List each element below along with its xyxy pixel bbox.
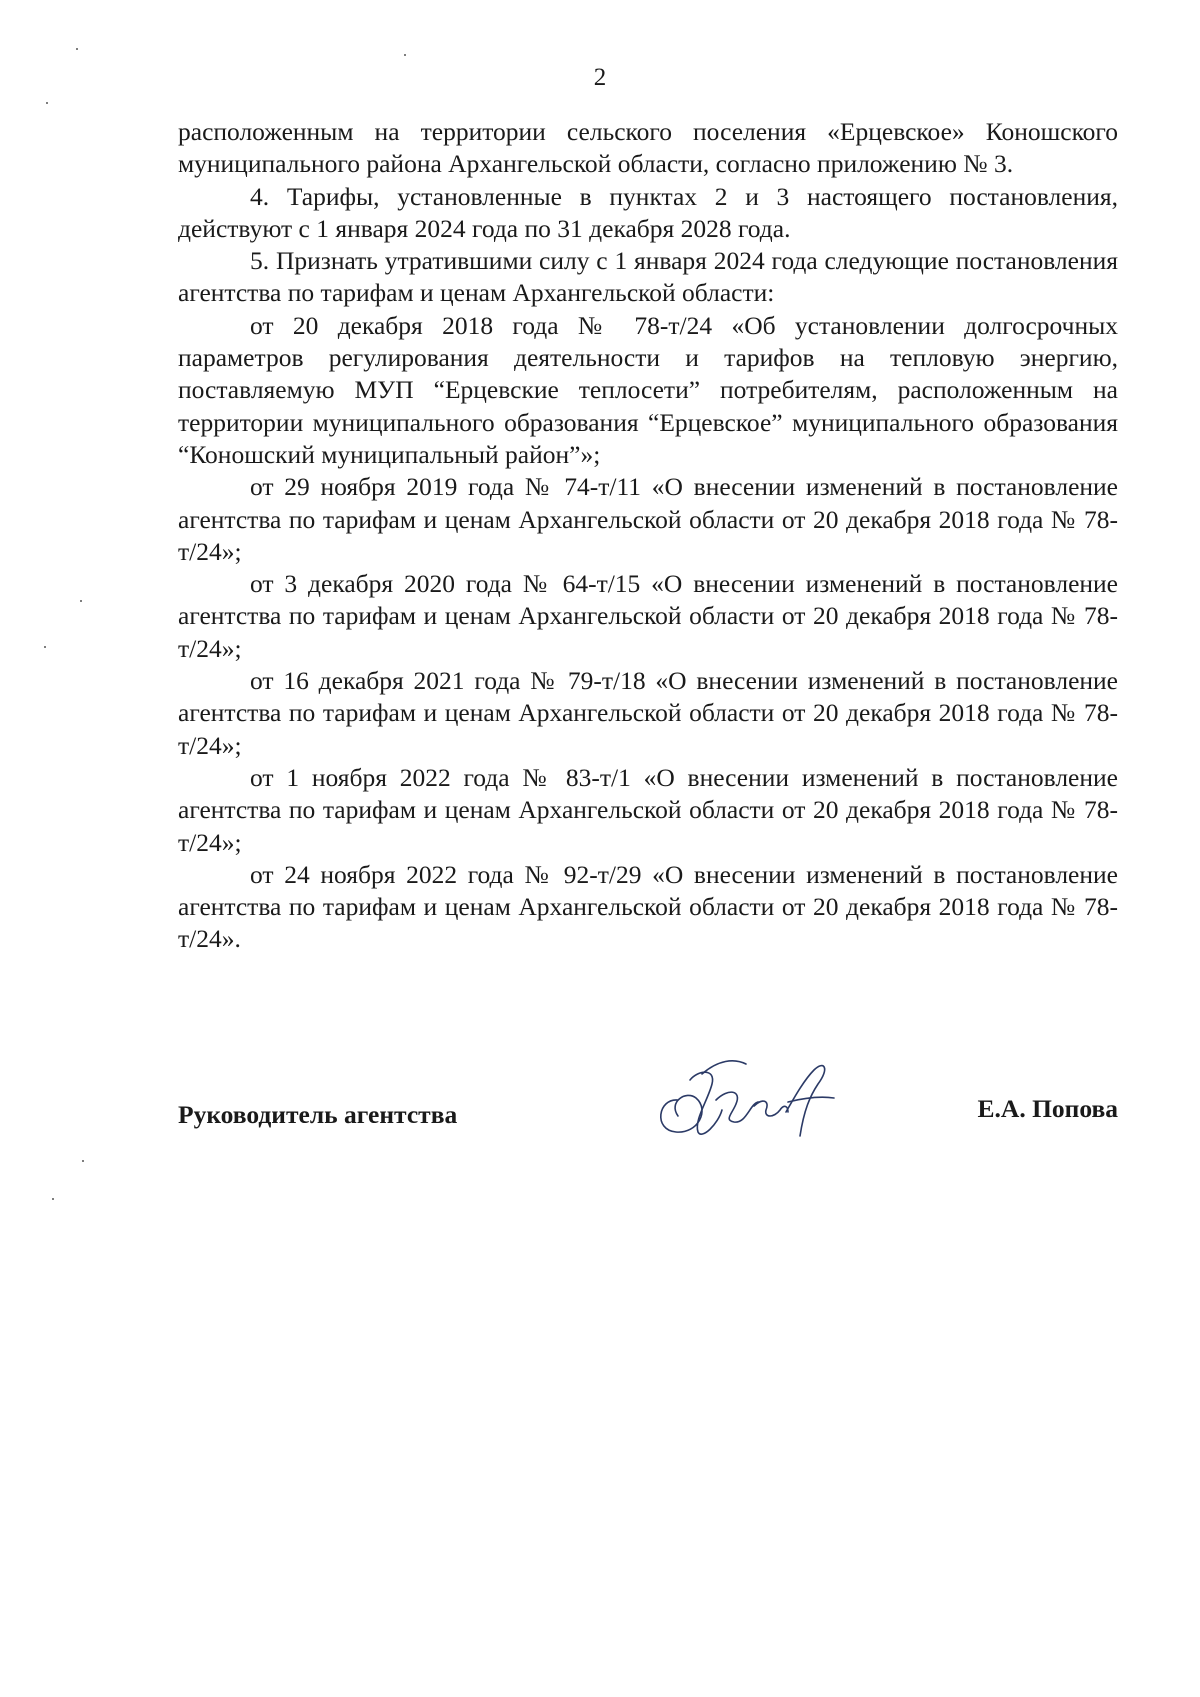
scan-speck (82, 1160, 84, 1162)
paragraph: от 16 декабря 2021 года № 79-т/18 «О внесении изменений в постановление агентства по тарифам и ценам Архангельской области от 20 декабря 2018 года № 78-т/24»; (178, 666, 1118, 760)
handwritten-signature (638, 1040, 848, 1150)
signature-block (178, 1060, 1118, 1170)
scan-speck (52, 1198, 54, 1200)
document-body (178, 116, 1118, 956)
paragraph: 5. Признать утратившими силу с 1 января 2024 года следующие постановления агентства по тарифам и ценам Архангельской области: (178, 246, 1118, 308)
scan-speck (404, 54, 406, 56)
paragraph: от 29 ноября 2019 года № 74-т/11 «О внесении изменений в постановление агентства по тарифам и ценам Архангельской области от 20 декабря 2018 года № 78-т/24»; (178, 472, 1118, 566)
paragraph: расположенным на территории сельского поселения «Ерцевское» Коношского муниципального района Архангельской области, согласно приложению № 3. (178, 117, 1118, 179)
scan-speck (76, 48, 78, 50)
paragraph: от 24 ноября 2022 года № 92-т/29 «О внесении изменений в постановление агентства по тарифам и ценам Архангельской области от 20 декабря 2018 года № 78-т/24». (178, 859, 1118, 954)
paragraph: 4. Тарифы, установленные в пунктах 2 и 3 настоящего постановления, действуют с 1 января 2024 года по 31 декабря 2028 года. (178, 181, 1118, 243)
paragraph: от 3 декабря 2020 года № 64-т/15 «О внесении изменений в постановление агентства по тарифам и ценам Архангельской области от 20 декабря 2018 года № 78-т/24»; (178, 569, 1118, 663)
paragraph: от 20 декабря 2018 года № 78-т/24 «Об установлении долгосрочных параметров регулирования деятельности и тарифов на тепловую энергию, поставляемую МУП “Ерцевские теплосети” потребителям, расположенным на территории муниципального образования “Ерцевское” муниципального образования “Коношский муниципальный район”»; (178, 310, 1118, 469)
page-number: 2 (593, 64, 607, 91)
paragraph: от 1 ноября 2022 года № 83-т/1 «О внесении изменений в постановление агентства по тарифам и ценам Архангельской области от 20 декабря 2018 года № 78-т/24»; (178, 762, 1118, 857)
scan-speck (46, 102, 48, 104)
signer-name: Е.А. Попова (977, 1094, 1118, 1123)
scan-speck (80, 600, 82, 602)
signer-title: Руководитель агентства (178, 1100, 458, 1129)
scan-speck (44, 646, 46, 648)
